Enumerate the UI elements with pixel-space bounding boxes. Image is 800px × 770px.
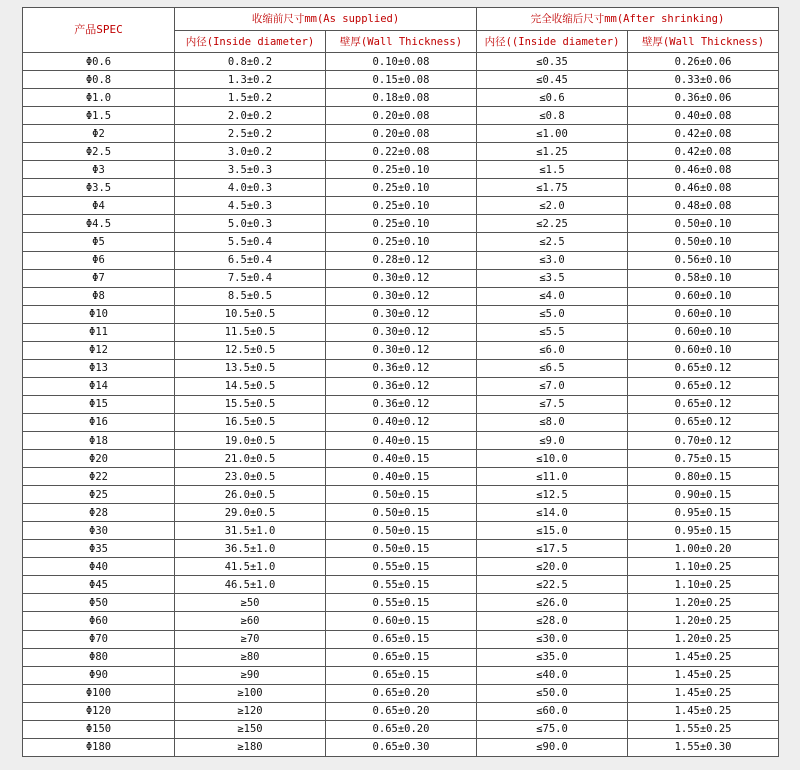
table-row (23, 161, 779, 179)
after-inside-diameter-cell: ≤2.25 (477, 215, 628, 233)
after-inside-diameter-cell: ≤6.0 (477, 341, 628, 359)
after-inside-diameter-cell: ≤11.0 (477, 468, 628, 486)
table-row (23, 287, 779, 305)
after-inside-diameter-cell: ≤10.0 (477, 450, 628, 468)
before-wall-thickness-cell: 0.25±0.10 (326, 197, 477, 215)
before-inside-diameter-cell: 11.5±0.5 (175, 323, 326, 341)
before-inside-diameter-cell: 5.0±0.3 (175, 215, 326, 233)
after-inside-diameter-cell: ≤2.5 (477, 233, 628, 251)
after-inside-diameter-header: 内径((Inside diameter) (477, 31, 628, 53)
before-wall-thickness-cell: 0.40±0.15 (326, 431, 477, 449)
before-wall-thickness-cell: 0.36±0.12 (326, 395, 477, 413)
after-inside-diameter-cell: ≤26.0 (477, 594, 628, 612)
after-wall-thickness-cell: 0.58±0.10 (628, 269, 779, 287)
after-wall-thickness-cell: 0.48±0.08 (628, 197, 779, 215)
as-supplied-header: 收缩前尺寸mm(As supplied) (175, 8, 477, 31)
before-wall-thickness-cell: 0.25±0.10 (326, 215, 477, 233)
spec-cell: Φ30 (23, 522, 175, 540)
table-row (23, 413, 779, 431)
before-inside-diameter-cell: 7.5±0.4 (175, 269, 326, 287)
after-wall-thickness-cell: 1.45±0.25 (628, 684, 779, 702)
table-row (23, 738, 779, 756)
before-inside-diameter-cell: ≥60 (175, 612, 326, 630)
table-row (23, 594, 779, 612)
before-inside-diameter-cell: 29.0±0.5 (175, 504, 326, 522)
after-wall-thickness-cell: 1.10±0.25 (628, 558, 779, 576)
before-inside-diameter-cell: 16.5±0.5 (175, 413, 326, 431)
after-inside-diameter-cell: ≤3.0 (477, 251, 628, 269)
after-wall-thickness-cell: 0.56±0.10 (628, 251, 779, 269)
before-wall-thickness-cell: 0.30±0.12 (326, 287, 477, 305)
table-row (23, 558, 779, 576)
before-inside-diameter-cell: ≥150 (175, 720, 326, 738)
before-wall-thickness-cell: 0.65±0.15 (326, 666, 477, 684)
before-inside-diameter-cell: 26.0±0.5 (175, 486, 326, 504)
after-inside-diameter-cell: ≤9.0 (477, 431, 628, 449)
spec-column-header: 产品SPEC (23, 8, 175, 53)
spec-cell: Φ25 (23, 486, 175, 504)
spec-cell: Φ22 (23, 468, 175, 486)
before-inside-diameter-header: 内径(Inside diameter) (175, 31, 326, 53)
spec-cell: Φ1.0 (23, 89, 175, 107)
table-row (23, 377, 779, 395)
spec-cell: Φ100 (23, 684, 175, 702)
spec-cell: Φ4.5 (23, 215, 175, 233)
spec-cell: Φ6 (23, 251, 175, 269)
after-wall-thickness-cell: 0.60±0.10 (628, 341, 779, 359)
after-inside-diameter-cell: ≤7.5 (477, 395, 628, 413)
before-inside-diameter-cell: ≥80 (175, 648, 326, 666)
after-inside-diameter-cell: ≤0.6 (477, 89, 628, 107)
before-inside-diameter-cell: ≥70 (175, 630, 326, 648)
before-wall-thickness-cell: 0.30±0.12 (326, 323, 477, 341)
spec-cell: Φ35 (23, 540, 175, 558)
after-inside-diameter-cell: ≤17.5 (477, 540, 628, 558)
spec-cell: Φ7 (23, 269, 175, 287)
after-inside-diameter-cell: ≤6.5 (477, 359, 628, 377)
before-inside-diameter-cell: 4.5±0.3 (175, 197, 326, 215)
before-wall-thickness-cell: 0.28±0.12 (326, 251, 477, 269)
after-shrinking-header: 完全收缩后尺寸mm(After shrinking) (477, 8, 779, 31)
after-inside-diameter-cell: ≤5.0 (477, 305, 628, 323)
spec-cell: Φ14 (23, 377, 175, 395)
before-wall-thickness-cell: 0.60±0.15 (326, 612, 477, 630)
after-wall-thickness-cell: 0.65±0.12 (628, 377, 779, 395)
table-row (23, 233, 779, 251)
before-wall-thickness-cell: 0.40±0.12 (326, 413, 477, 431)
after-wall-thickness-cell: 0.70±0.12 (628, 431, 779, 449)
before-inside-diameter-cell: 2.0±0.2 (175, 107, 326, 125)
table-row (23, 71, 779, 89)
before-wall-thickness-cell: 0.18±0.08 (326, 89, 477, 107)
table-row (23, 215, 779, 233)
table-row (23, 53, 779, 71)
after-inside-diameter-cell: ≤15.0 (477, 522, 628, 540)
table-row (23, 540, 779, 558)
before-wall-thickness-cell: 0.40±0.15 (326, 468, 477, 486)
spec-cell: Φ16 (23, 413, 175, 431)
header-row-1 (23, 8, 779, 31)
after-wall-thickness-cell: 1.20±0.25 (628, 630, 779, 648)
before-wall-thickness-cell: 0.25±0.10 (326, 161, 477, 179)
after-wall-thickness-cell: 1.45±0.25 (628, 666, 779, 684)
after-inside-diameter-cell: ≤30.0 (477, 630, 628, 648)
spec-cell: Φ15 (23, 395, 175, 413)
after-wall-thickness-header: 壁厚(Wall Thickness) (628, 31, 779, 53)
after-wall-thickness-cell: 0.95±0.15 (628, 504, 779, 522)
before-inside-diameter-cell: 13.5±0.5 (175, 359, 326, 377)
after-wall-thickness-cell: 1.45±0.25 (628, 648, 779, 666)
after-wall-thickness-cell: 0.40±0.08 (628, 107, 779, 125)
after-wall-thickness-cell: 0.26±0.06 (628, 53, 779, 71)
after-wall-thickness-cell: 0.65±0.12 (628, 413, 779, 431)
spec-table (22, 7, 779, 757)
table-row (23, 395, 779, 413)
after-wall-thickness-cell: 0.42±0.08 (628, 125, 779, 143)
after-wall-thickness-cell: 0.46±0.08 (628, 179, 779, 197)
table-row (23, 486, 779, 504)
table-row (23, 251, 779, 269)
table-row (23, 341, 779, 359)
spec-cell: Φ1.5 (23, 107, 175, 125)
spec-cell: Φ11 (23, 323, 175, 341)
table-row (23, 666, 779, 684)
before-wall-thickness-cell: 0.15±0.08 (326, 71, 477, 89)
after-wall-thickness-cell: 0.80±0.15 (628, 468, 779, 486)
after-inside-diameter-cell: ≤8.0 (477, 413, 628, 431)
after-wall-thickness-cell: 0.33±0.06 (628, 71, 779, 89)
before-wall-thickness-cell: 0.55±0.15 (326, 558, 477, 576)
after-inside-diameter-cell: ≤40.0 (477, 666, 628, 684)
before-wall-thickness-cell: 0.65±0.15 (326, 630, 477, 648)
after-inside-diameter-cell: ≤20.0 (477, 558, 628, 576)
before-inside-diameter-cell: ≥180 (175, 738, 326, 756)
after-inside-diameter-cell: ≤50.0 (477, 684, 628, 702)
before-wall-thickness-cell: 0.25±0.10 (326, 233, 477, 251)
spec-cell: Φ180 (23, 738, 175, 756)
table-row (23, 305, 779, 323)
after-inside-diameter-cell: ≤35.0 (477, 648, 628, 666)
before-wall-thickness-cell: 0.20±0.08 (326, 107, 477, 125)
after-wall-thickness-cell: 0.42±0.08 (628, 143, 779, 161)
spec-cell: Φ90 (23, 666, 175, 684)
table-row (23, 197, 779, 215)
after-inside-diameter-cell: ≤4.0 (477, 287, 628, 305)
spec-cell: Φ60 (23, 612, 175, 630)
after-wall-thickness-cell: 1.55±0.25 (628, 720, 779, 738)
spec-cell: Φ0.8 (23, 71, 175, 89)
before-wall-thickness-header: 壁厚(Wall Thickness) (326, 31, 477, 53)
before-wall-thickness-cell: 0.50±0.15 (326, 522, 477, 540)
before-inside-diameter-cell: 2.5±0.2 (175, 125, 326, 143)
table-row (23, 125, 779, 143)
before-inside-diameter-cell: ≥120 (175, 702, 326, 720)
spec-cell: Φ150 (23, 720, 175, 738)
table-row (23, 702, 779, 720)
table-row (23, 359, 779, 377)
table-row (23, 576, 779, 594)
spec-cell: Φ80 (23, 648, 175, 666)
spec-cell: Φ4 (23, 197, 175, 215)
before-wall-thickness-cell: 0.25±0.10 (326, 179, 477, 197)
table-header (23, 8, 779, 53)
after-inside-diameter-cell: ≤1.75 (477, 179, 628, 197)
after-wall-thickness-cell: 0.60±0.10 (628, 323, 779, 341)
before-wall-thickness-cell: 0.65±0.30 (326, 738, 477, 756)
after-inside-diameter-cell: ≤60.0 (477, 702, 628, 720)
before-wall-thickness-cell: 0.22±0.08 (326, 143, 477, 161)
after-wall-thickness-cell: 0.65±0.12 (628, 395, 779, 413)
table-row (23, 630, 779, 648)
before-inside-diameter-cell: 41.5±1.0 (175, 558, 326, 576)
before-inside-diameter-cell: 5.5±0.4 (175, 233, 326, 251)
before-wall-thickness-cell: 0.36±0.12 (326, 377, 477, 395)
after-inside-diameter-cell: ≤5.5 (477, 323, 628, 341)
before-inside-diameter-cell: 4.0±0.3 (175, 179, 326, 197)
spec-cell: Φ45 (23, 576, 175, 594)
before-inside-diameter-cell: 31.5±1.0 (175, 522, 326, 540)
after-inside-diameter-cell: ≤1.5 (477, 161, 628, 179)
after-wall-thickness-cell: 1.55±0.30 (628, 738, 779, 756)
table-row (23, 684, 779, 702)
after-wall-thickness-cell: 1.45±0.25 (628, 702, 779, 720)
after-wall-thickness-cell: 0.90±0.15 (628, 486, 779, 504)
after-inside-diameter-cell: ≤7.0 (477, 377, 628, 395)
before-inside-diameter-cell: 36.5±1.0 (175, 540, 326, 558)
spec-cell: Φ3 (23, 161, 175, 179)
spec-cell: Φ12 (23, 341, 175, 359)
spec-cell: Φ3.5 (23, 179, 175, 197)
spec-cell: Φ40 (23, 558, 175, 576)
before-inside-diameter-cell: 3.5±0.3 (175, 161, 326, 179)
spec-cell: Φ28 (23, 504, 175, 522)
before-wall-thickness-cell: 0.65±0.20 (326, 702, 477, 720)
before-inside-diameter-cell: 8.5±0.5 (175, 287, 326, 305)
before-wall-thickness-cell: 0.30±0.12 (326, 269, 477, 287)
after-inside-diameter-cell: ≤1.00 (477, 125, 628, 143)
before-wall-thickness-cell: 0.30±0.12 (326, 341, 477, 359)
before-inside-diameter-cell: 1.3±0.2 (175, 71, 326, 89)
after-inside-diameter-cell: ≤1.25 (477, 143, 628, 161)
after-wall-thickness-cell: 1.20±0.25 (628, 612, 779, 630)
spec-cell: Φ20 (23, 450, 175, 468)
after-wall-thickness-cell: 0.60±0.10 (628, 287, 779, 305)
table-row (23, 612, 779, 630)
after-wall-thickness-cell: 0.36±0.06 (628, 89, 779, 107)
after-wall-thickness-cell: 0.46±0.08 (628, 161, 779, 179)
after-wall-thickness-cell: 0.50±0.10 (628, 215, 779, 233)
table-row (23, 323, 779, 341)
before-inside-diameter-cell: 46.5±1.0 (175, 576, 326, 594)
before-inside-diameter-cell: 10.5±0.5 (175, 305, 326, 323)
before-inside-diameter-cell: 19.0±0.5 (175, 431, 326, 449)
table-row (23, 431, 779, 449)
table-row (23, 269, 779, 287)
before-wall-thickness-cell: 0.55±0.15 (326, 576, 477, 594)
table-row (23, 720, 779, 738)
before-wall-thickness-cell: 0.50±0.15 (326, 540, 477, 558)
before-wall-thickness-cell: 0.55±0.15 (326, 594, 477, 612)
before-wall-thickness-cell: 0.30±0.12 (326, 305, 477, 323)
before-wall-thickness-cell: 0.40±0.15 (326, 450, 477, 468)
before-inside-diameter-cell: ≥90 (175, 666, 326, 684)
table-row (23, 450, 779, 468)
after-inside-diameter-cell: ≤22.5 (477, 576, 628, 594)
after-wall-thickness-cell: 1.10±0.25 (628, 576, 779, 594)
after-wall-thickness-cell: 1.00±0.20 (628, 540, 779, 558)
spec-cell: Φ70 (23, 630, 175, 648)
before-inside-diameter-cell: 12.5±0.5 (175, 341, 326, 359)
after-inside-diameter-cell: ≤12.5 (477, 486, 628, 504)
spec-cell: Φ50 (23, 594, 175, 612)
after-wall-thickness-cell: 0.65±0.12 (628, 359, 779, 377)
after-inside-diameter-cell: ≤0.8 (477, 107, 628, 125)
after-inside-diameter-cell: ≤28.0 (477, 612, 628, 630)
before-inside-diameter-cell: ≥100 (175, 684, 326, 702)
before-inside-diameter-cell: 3.0±0.2 (175, 143, 326, 161)
spec-cell: Φ18 (23, 431, 175, 449)
after-wall-thickness-cell: 0.95±0.15 (628, 522, 779, 540)
spec-cell: Φ2.5 (23, 143, 175, 161)
table-row (23, 107, 779, 125)
spec-cell: Φ0.6 (23, 53, 175, 71)
table-body (23, 53, 779, 757)
before-wall-thickness-cell: 0.65±0.15 (326, 648, 477, 666)
table-row (23, 504, 779, 522)
before-wall-thickness-cell: 0.36±0.12 (326, 359, 477, 377)
after-inside-diameter-cell: ≤0.35 (477, 53, 628, 71)
spec-cell: Φ13 (23, 359, 175, 377)
spec-cell: Φ120 (23, 702, 175, 720)
after-inside-diameter-cell: ≤75.0 (477, 720, 628, 738)
after-wall-thickness-cell: 1.20±0.25 (628, 594, 779, 612)
table-row (23, 143, 779, 161)
before-wall-thickness-cell: 0.50±0.15 (326, 504, 477, 522)
spec-cell: Φ2 (23, 125, 175, 143)
before-inside-diameter-cell: 23.0±0.5 (175, 468, 326, 486)
before-inside-diameter-cell: 0.8±0.2 (175, 53, 326, 71)
after-inside-diameter-cell: ≤14.0 (477, 504, 628, 522)
after-inside-diameter-cell: ≤90.0 (477, 738, 628, 756)
before-inside-diameter-cell: 1.5±0.2 (175, 89, 326, 107)
before-wall-thickness-cell: 0.10±0.08 (326, 53, 477, 71)
before-inside-diameter-cell: ≥50 (175, 594, 326, 612)
after-wall-thickness-cell: 0.75±0.15 (628, 450, 779, 468)
table-row (23, 89, 779, 107)
before-wall-thickness-cell: 0.50±0.15 (326, 486, 477, 504)
before-wall-thickness-cell: 0.65±0.20 (326, 684, 477, 702)
spec-cell: Φ5 (23, 233, 175, 251)
after-inside-diameter-cell: ≤3.5 (477, 269, 628, 287)
spec-cell: Φ10 (23, 305, 175, 323)
after-wall-thickness-cell: 0.50±0.10 (628, 233, 779, 251)
spec-cell: Φ8 (23, 287, 175, 305)
before-inside-diameter-cell: 21.0±0.5 (175, 450, 326, 468)
after-inside-diameter-cell: ≤0.45 (477, 71, 628, 89)
table-row (23, 179, 779, 197)
before-inside-diameter-cell: 14.5±0.5 (175, 377, 326, 395)
before-wall-thickness-cell: 0.20±0.08 (326, 125, 477, 143)
table-row (23, 468, 779, 486)
table-row (23, 522, 779, 540)
before-inside-diameter-cell: 15.5±0.5 (175, 395, 326, 413)
after-wall-thickness-cell: 0.60±0.10 (628, 305, 779, 323)
before-inside-diameter-cell: 6.5±0.4 (175, 251, 326, 269)
after-inside-diameter-cell: ≤2.0 (477, 197, 628, 215)
before-wall-thickness-cell: 0.65±0.20 (326, 720, 477, 738)
table-row (23, 648, 779, 666)
